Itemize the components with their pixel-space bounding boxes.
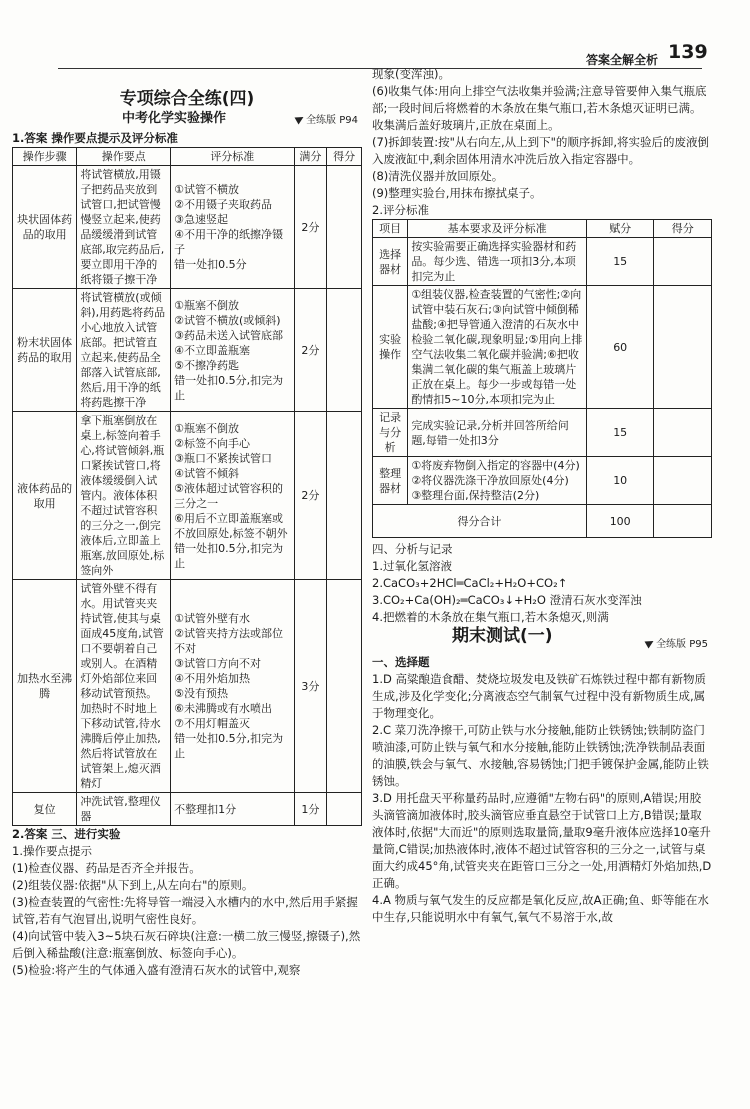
score-cell	[327, 289, 362, 412]
step-cell: 液体药品的取用	[13, 412, 77, 580]
final-title: 期末测试(一)	[452, 626, 553, 646]
value-cell: 15	[586, 238, 654, 286]
step-cell: 块状固体药品的取用	[13, 166, 77, 289]
requirement-cell: ①将废弃物倒入指定的容器中(4分) ②将仪器洗涤干净放回原处(4分) ③整理台面,保持整洁(2分)	[408, 457, 587, 505]
final-title-row	[372, 628, 712, 654]
reference-tag	[646, 636, 708, 653]
value-cell: 10	[586, 457, 654, 505]
requirement-cell: 完成实验记录,分析并回答所给问题,每错一处扣3分	[408, 409, 587, 457]
answer-line: 1.D 高粱酿造食醋、焚烧垃圾发电及铁矿石炼铁过程中都有新物质生成,涉及化学变化;分离液态空气制氧气过程中没有新物质生成,属于物理变化。	[372, 672, 706, 720]
text-line: 1.过氧化氢溶液	[372, 559, 452, 573]
table-row	[13, 412, 362, 580]
table-row	[373, 457, 712, 505]
item-cell: 记录与分析	[373, 409, 408, 457]
criteria-cell: ①试管不横放 ②不用镊子夹取药品 ③急速竖起 ④不用干净的纸擦净镊子 错一处扣0.5分	[171, 166, 294, 289]
text-line: (6)收集气体:用向上排空气法收集并验满;注意导管要伸入集气瓶底部;一段时间后将燃着的木条放在集气瓶口,若木条熄灭证明已满。收集满后盖好玻璃片,正放在桌面上。	[372, 84, 707, 132]
text-line: 1.操作要点提示	[12, 844, 92, 858]
text-line: 4.把燃着的木条放在集气瓶口,若木条熄灭,则满	[372, 610, 609, 624]
points-cell: 将试管横放,用镊子把药品夹放到试管口,把试管慢慢竖立起来,使药品缓缓滑到试管底部,取完药品后,要立即用干净的纸将镊子擦干净	[77, 166, 171, 289]
score-cell	[654, 286, 712, 409]
subtitle: 中考化学实验操作	[122, 111, 227, 126]
score-cell	[654, 505, 712, 538]
score-cell	[654, 457, 712, 505]
item-cell: 整理器材	[373, 457, 408, 505]
full-score-cell: 2分	[294, 166, 327, 289]
table-row	[13, 580, 362, 793]
left-column	[12, 86, 362, 1102]
table-row	[373, 505, 712, 538]
text-line: (3)检查装置的气密性:先将导管一端浸入水槽内的水中,然后用手紧握试管,若有气泡冒出,说明气密性良好。	[12, 895, 358, 926]
text-line: (4)向试管中装入3~5块石灰石碎块(注意:一横二放三慢竖,擦镊子),然后倒入稀盐酸(注意:瓶塞倒放、标签向手心)。	[12, 929, 361, 960]
full-score-cell: 3分	[294, 580, 327, 793]
column-header: 赋分	[586, 220, 654, 238]
answer-line: 2.C 菜刀洗净擦干,可防止铁与水分接触,能防止铁锈蚀;铁制防盗门喷油漆,可防止铁与氧气和水分接触,能防止铁锈蚀;洗净铁制品表面的油膜,铁会与氧气、水接触,容易锈蚀;门把手镀保护金属,能防止铁锈蚀。	[372, 723, 709, 788]
score-cell	[654, 409, 712, 457]
criteria-cell: ①瓶塞不倒放 ②标签不向手心 ③瓶口不紧挨试管口 ④试管不倾斜 ⑤液体超过试管容积的三分之一 ⑥用后不立即盖瓶塞或不放回原处,标签不朝外 错一处扣0.5分,扣完为止	[171, 412, 294, 580]
section-title: 专项综合全练(四)	[119, 89, 255, 109]
column-header: 项目	[373, 220, 408, 238]
value-cell: 100	[586, 505, 654, 538]
reference-text: 全练版 P94	[306, 115, 358, 126]
header-label: 答案全解全析	[586, 53, 659, 67]
text-line: (5)检验:将产生的气体通入盛有澄清石灰水的试管中,观察	[12, 963, 301, 977]
subtitle-row	[12, 110, 362, 130]
points-cell: 试管外壁不得有水。用试管夹夹持试管,使其与桌面成45度角,试管口不要朝着自己或别人。在酒精灯外焰部位来回移动试管预热。加热时不时地上下移动试管,待水沸腾后停止加热,然后将试管放在试管架上,熄灭酒精灯	[77, 580, 171, 793]
score-cell	[327, 580, 362, 793]
criteria-cell: ①试管外壁有水 ②试管夹持方法或部位不对 ③试管口方向不对 ④不用外焰加热 ⑤没有预热 ⑥未沸腾或有水喷出 ⑦不用灯帽盖灭 错一处扣0.5分,扣完为止	[171, 580, 294, 793]
total-label-cell: 得分合计	[373, 505, 587, 538]
arrow-icon	[645, 638, 656, 649]
points-cell: 冲洗试管,整理仪器	[77, 793, 171, 826]
text-line: (2)组装仪器:依据"从下到上,从左向右"的原则。	[12, 878, 254, 892]
table-header-row	[13, 148, 362, 166]
table-row	[373, 409, 712, 457]
score-cell	[327, 412, 362, 580]
full-score-cell: 2分	[294, 412, 327, 580]
step-cell: 复位	[13, 793, 77, 826]
page-number: 139	[668, 41, 708, 63]
value-cell: 60	[586, 286, 654, 409]
text-line: (1)检查仪器、药品是否齐全并报告。	[12, 861, 201, 875]
q2-block	[12, 826, 362, 979]
table-row	[373, 238, 712, 286]
q1-intro: 1.答案 操作要点提示及评分标准	[12, 131, 178, 145]
table-row	[13, 289, 362, 412]
text-line: (9)整理实验台,用抹布擦拭桌子。	[372, 186, 542, 200]
table-header-row	[373, 220, 712, 238]
table-row	[373, 286, 712, 409]
scoring-table	[372, 219, 712, 538]
score-cell	[327, 166, 362, 289]
text-line: 3.CO₂+Ca(OH)₂═CaCO₃↓+H₂O 澄清石灰水变浑浊	[372, 593, 642, 607]
reference-text: 全练版 P95	[656, 639, 708, 650]
column-header: 满分	[294, 148, 327, 166]
criteria-cell: ①瓶塞不倒放 ②试管不横放(或倾斜) ③药品未送入试管底部 ④不立即盖瓶塞 ⑤不擦净药匙 错一处扣0.5分,扣完为止	[171, 289, 294, 412]
score-cell	[654, 238, 712, 286]
grading-table	[12, 147, 362, 826]
text-line: 2.答案 三、进行实验	[12, 827, 121, 841]
full-score-cell: 1分	[294, 793, 327, 826]
column-header: 评分标准	[171, 148, 294, 166]
step-cell: 粉末状固体药品的取用	[13, 289, 77, 412]
column-header: 基本要求及评分标准	[408, 220, 587, 238]
text-line: (8)清洗仪器并放回原处。	[372, 169, 504, 183]
table-row	[13, 793, 362, 826]
item-cell: 选择器材	[373, 238, 408, 286]
requirement-cell: 按实验需要正确选择实验器材和药品。每少选、错选一项扣3分,本项扣完为止	[408, 238, 587, 286]
right-column	[372, 66, 712, 1102]
reference-tag	[296, 112, 358, 129]
answer-line: 4.A 物质与氧气发生的反应都是氧化反应,故A正确;鱼、虾等能在水中生存,只能说明水中有氧气,氧气不易溶于水,故	[372, 893, 709, 924]
step-cell: 加热水至沸腾	[13, 580, 77, 793]
text-line: 现象(变浑浊)。	[372, 67, 450, 81]
requirement-cell: ①组装仪器,检查装置的气密性;②向试管中装石灰石;③向试管中倾倒稀盐酸;④把导管通入澄清的石灰水中检验二氧化碳,现象明显;⑤用向上排空气法收集二氧化碳并验满;⑥把收集满二氧化碳的集气瓶盖上玻璃片正放在桌上。每少一步或每错一处酌情扣5~10分,本项扣完为止	[408, 286, 587, 409]
steps-continued	[372, 66, 712, 219]
column-header: 得分	[654, 220, 712, 238]
arrow-icon	[295, 114, 306, 125]
criteria-cell: 不整理扣1分	[171, 793, 294, 826]
points-cell: 将试管横放(或倾斜),用药匙将药品小心地放入试管底部。把试管直立起来,使药品全部落入试管底部,然后,用干净的纸将药匙擦干净	[77, 289, 171, 412]
analysis-block	[372, 541, 712, 626]
column-header: 得分	[327, 148, 362, 166]
text-line: 2.评分标准	[372, 203, 429, 217]
full-score-cell: 2分	[294, 289, 327, 412]
answer-line: 一、选择题	[372, 655, 430, 669]
points-cell: 拿下瓶塞倒放在桌上,标签向着手心,将试管倾斜,瓶口紧挨试管口,将液体缓缓倒入试管内。液体体积不超过试管容积的三分之一,倒完液体后,立即盖上瓶塞,放回原处,标签向外	[77, 412, 171, 580]
table-row	[13, 166, 362, 289]
score-cell	[327, 793, 362, 826]
final-answers	[372, 654, 712, 926]
column-header: 操作要点	[77, 148, 171, 166]
text-line: 2.CaCO₃+2HCl═CaCl₂+H₂O+CO₂↑	[372, 576, 568, 590]
text-line: (7)拆卸装置:按"从右向左,从上到下"的顺序拆卸,将实验后的废液倒入废液缸中,剩余固体用清水冲洗后放入指定容器中。	[372, 135, 710, 166]
item-cell: 实验操作	[373, 286, 408, 409]
value-cell: 15	[586, 409, 654, 457]
column-header: 操作步骤	[13, 148, 77, 166]
text-line: 四、分析与记录	[372, 542, 453, 556]
answer-line: 3.D 用托盘天平称量药品时,应遵循"左物右码"的原则,A错误;用胶头滴管滴加液体时,胶头滴管应垂直悬空于试管口上方,B错误;量取液体时,依据"大而近"的原则选取量筒,量取9毫升液体应选择10毫升量筒,C错误;加热液体时,液体不超过试管容积的三分之一,试管与桌面大约成45°角,试管夹夹在距管口三分之一处,用酒精灯外焰加热,D正确。	[372, 791, 712, 890]
